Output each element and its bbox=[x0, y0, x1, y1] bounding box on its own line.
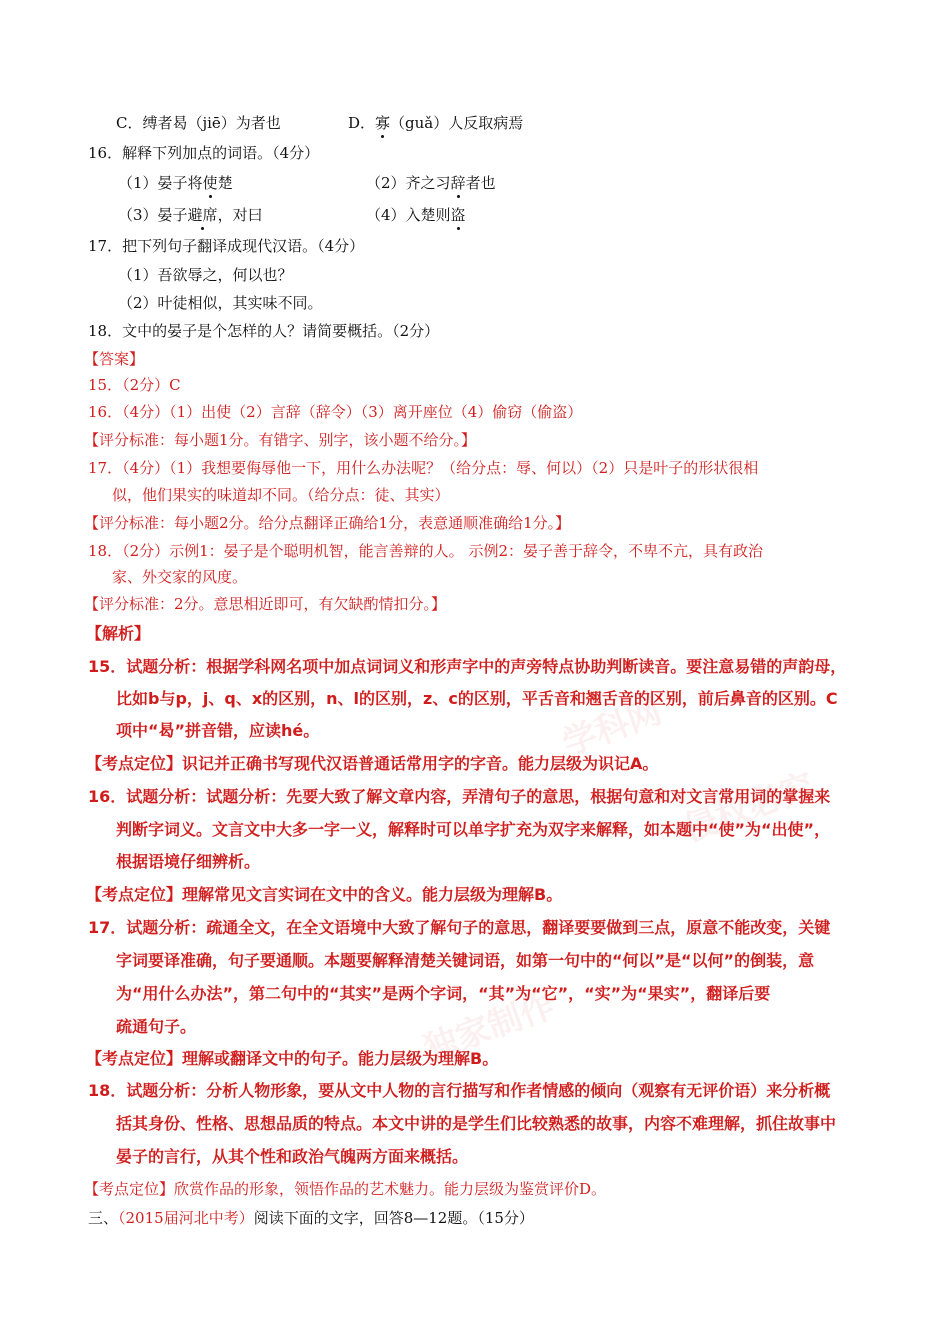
analysis-15-line: 15．试题分析：根据学科网名项中加点词词义和形声字中的声旁特点协助判断读音。要注意易错的声韵母， bbox=[88, 657, 847, 676]
analysis-17-line: 17．试题分析：疏通全文，在全文语境中大致了解句子的意思，翻译要要做到三点，原意不能改变，关键 bbox=[88, 918, 831, 937]
answer-16-standard: 【评分标准：每小题1分。有错字、别字，该小题不给分。】 bbox=[84, 431, 477, 449]
section-three-heading: 三、（2015届河北中考）阅读下面的文字，回答8—12题。（15分） bbox=[88, 1209, 534, 1227]
analysis-17-line: 字词要译准确，句子要通顺。本题要解释清楚关键词语，如第一句中的“何以”是“以何”的倒装，意 bbox=[116, 951, 815, 970]
analysis-17-keypoint: 【考点定位】理解或翻译文中的句子。能力层级为理解B。 bbox=[86, 1049, 499, 1068]
analysis-18-line: 括其身份、性格、思想品质的特点。本文中讲的是学生们比较熟悉的故事，内容不难理解，抓住故事中 bbox=[116, 1114, 837, 1133]
q17-item-1: （1）吾欲辱之，何以也？ bbox=[118, 266, 293, 284]
analysis-16-keypoint: 【考点定位】理解常见文言实词在文中的含义。能力层级为理解B。 bbox=[86, 885, 563, 904]
dotted-char: 辞 bbox=[450, 174, 466, 192]
analysis-15-line: 项中“曷”拼音错，应读hé。 bbox=[116, 721, 320, 740]
analysis-17-line: 疏通句子。 bbox=[116, 1017, 197, 1036]
answer-17-standard: 【评分标准：每小题2分。给分点翻译正确给1分，表意通顺准确给1分。】 bbox=[84, 514, 571, 532]
analysis-18-keypoint: 【考点定位】欣赏作品的形象，领悟作品的艺术魅力。能力层级为鉴赏评价D。 bbox=[84, 1180, 607, 1198]
analysis-heading: 【解析】 bbox=[86, 624, 151, 643]
section-source: （2015届河北中考） bbox=[118, 1209, 254, 1227]
analysis-16-line: 判断字词义。文言文中大多一字一义，解释时可以单字扩充为双字来解释，如本题中“使”为“出使”， bbox=[116, 820, 831, 839]
q17-stem: 17．把下列句子翻译成现代汉语。（4分） bbox=[88, 237, 365, 255]
q15-option-c: C．缚者曷（jiē）为者也 bbox=[116, 114, 281, 132]
answer-heading: 【答案】 bbox=[84, 350, 145, 368]
q17-item-2: （2）叶徒相似，其实味不同。 bbox=[118, 294, 323, 312]
answer-18-line: 家、外交家的风度。 bbox=[112, 568, 248, 586]
q18-stem: 18．文中的晏子是个怎样的人？请简要概括。（2分） bbox=[88, 322, 440, 340]
analysis-17-line: 为“用什么办法”，第二句中的“其实”是两个字词，“其”为“它”，“实”为“果实”，翻译后要 bbox=[116, 984, 771, 1003]
analysis-18-line: 18．试题分析：分析人物形象，要从文中人物的言行描写和作者情感的倾向（观察有无评价语）来分析概 bbox=[88, 1081, 831, 1100]
watermark: 独家制作 bbox=[418, 985, 560, 1070]
watermark: 侵权必究 bbox=[678, 765, 820, 850]
dotted-char: 使 bbox=[202, 174, 218, 192]
answer-15: 15．（2分）C bbox=[88, 376, 181, 394]
answer-18-standard: 【评分标准：2分。意思相近即可，有欠缺酌情扣分。】 bbox=[84, 595, 447, 613]
analysis-18-line: 晏子的言行，从其个性和政治气魄两方面来概括。 bbox=[116, 1147, 469, 1166]
dotted-char: 寡 bbox=[375, 114, 391, 132]
q16-item-2: （2）齐之习辞者也 bbox=[366, 174, 496, 192]
q15-option-d: D．寡（guǎ）人反取病焉 bbox=[348, 114, 524, 132]
answer-17-line: 似，他们果实的味道却不同。（给分点：徒、其实） bbox=[112, 486, 450, 504]
analysis-16-line: 16．试题分析：试题分析：先要大致了解文章内容，弄清句子的意思，根据句意和对文言常用词的掌握来 bbox=[88, 787, 831, 806]
q16-item-1: （1）晏子将使楚 bbox=[118, 174, 233, 192]
q16-stem: 16．解释下列加点的词语。（4分） bbox=[88, 144, 320, 162]
analysis-15-keypoint: 【考点定位】识记并正确书写现代汉语普通话常用字的字音。能力层级为识记A。 bbox=[86, 754, 659, 773]
watermark: 学科网 bbox=[557, 691, 667, 765]
analysis-15-line: 比如b与p，j、q、x的区别，n、l的区别，z、c的区别，平舌音和翘舌音的区别，前后鼻音的区别。C bbox=[116, 689, 838, 708]
dotted-char: 避席 bbox=[187, 206, 218, 224]
q16-item-3: （3）晏子避席，对曰 bbox=[118, 206, 263, 224]
dotted-char: 盗 bbox=[450, 206, 466, 224]
answer-18-line: 18．（2分）示例1：晏子是个聪明机智，能言善辩的人。 示例2：晏子善于辞令，不卑不亢，具有政治 bbox=[88, 542, 763, 560]
answer-16: 16．（4分）（1）出使（2）言辞（辞令）（3）离开座位（4）偷窃（偷盗） bbox=[88, 403, 583, 421]
q16-item-4: （4）入楚则盗 bbox=[366, 206, 466, 224]
answer-17-line: 17．（4分）（1）我想要侮辱他一下，用什么办法呢？（给分点：辱、何以）（2）只是叶子的形状很相 bbox=[88, 459, 759, 477]
analysis-16-line: 根据语境仔细辨析。 bbox=[116, 852, 261, 871]
